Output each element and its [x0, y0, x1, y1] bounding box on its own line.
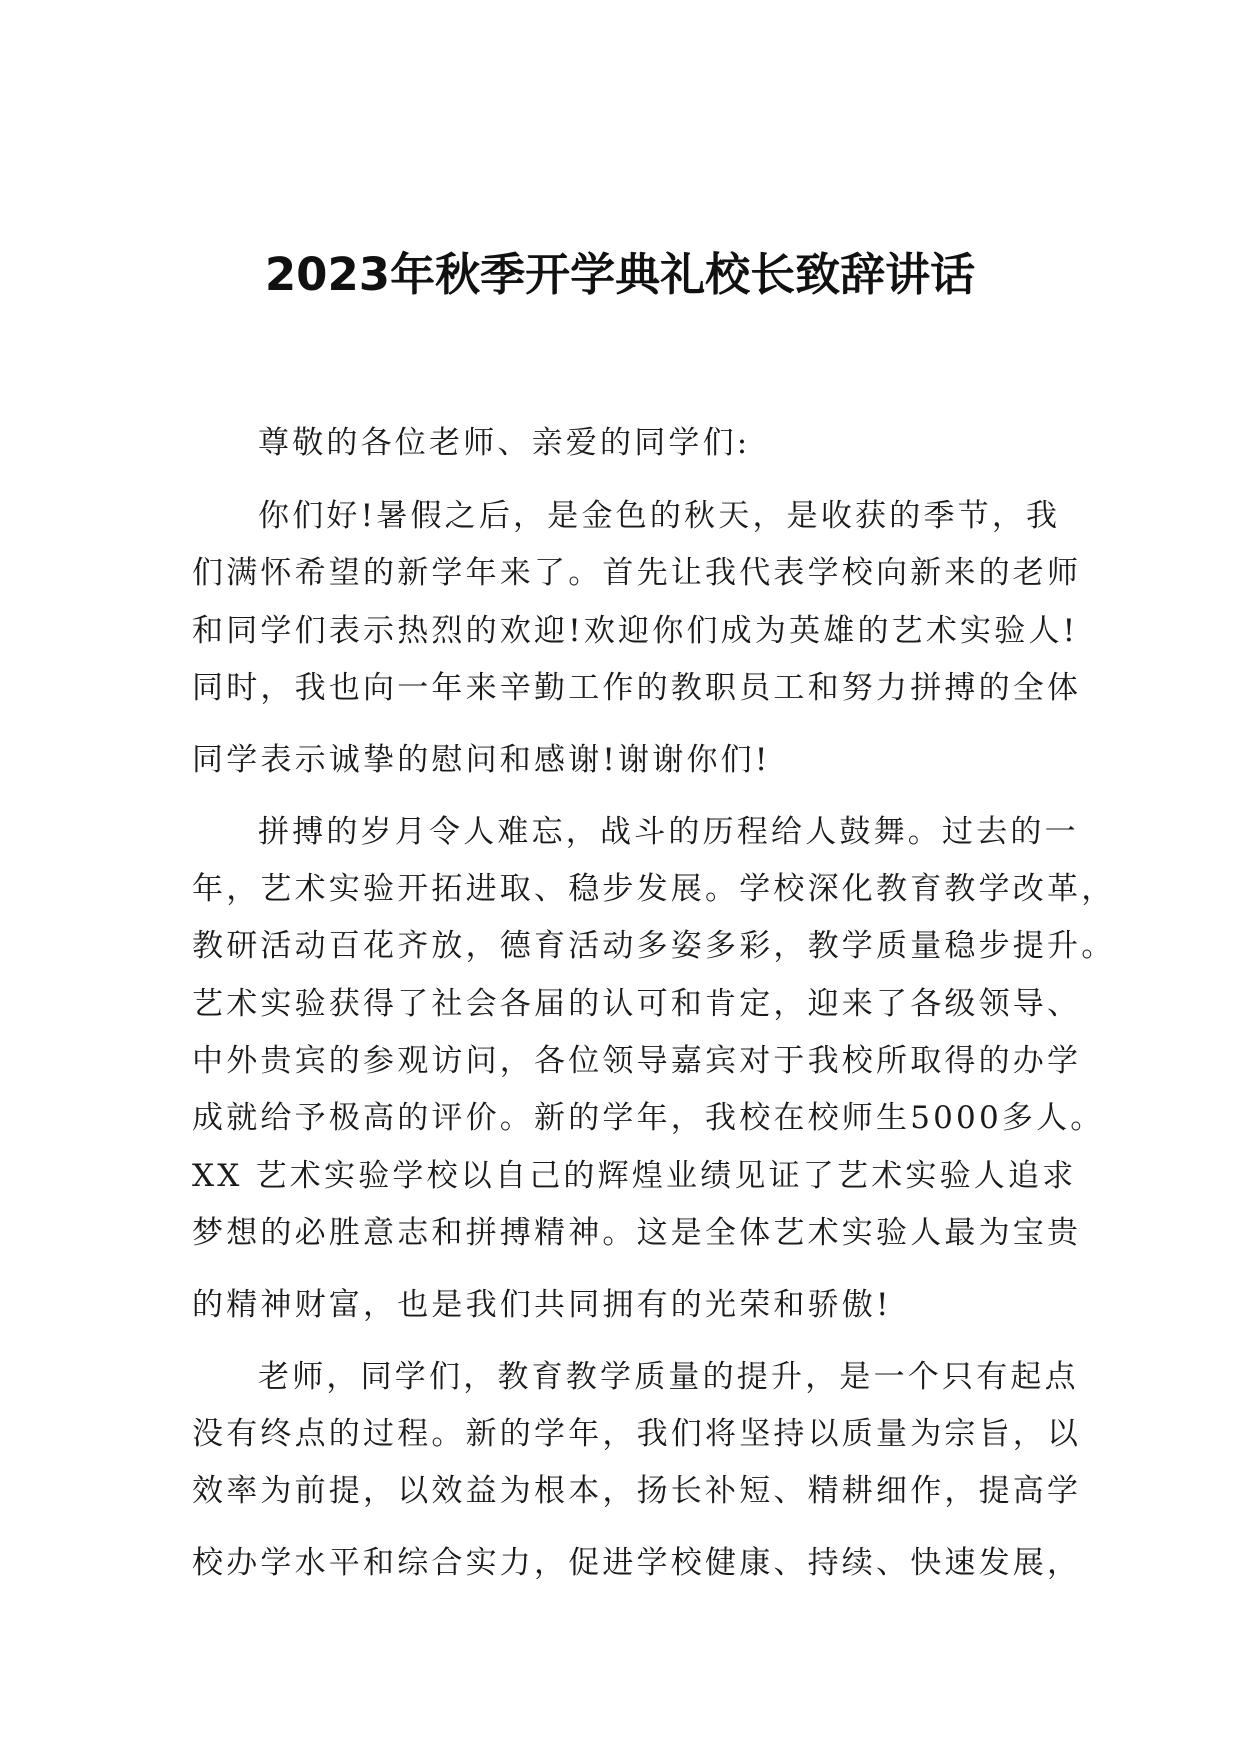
- paragraph-line: XX 艺术实验学校以自己的辉煌业绩见证了艺术实验人追求: [192, 1158, 1077, 1194]
- paragraph-line: 们满怀希望的新学年来了。首先让我代表学校向新来的老师: [192, 555, 1082, 591]
- paragraph-line: 效率为前提，以效益为根本，扬长补短、精耕细作，提高学: [192, 1473, 1082, 1509]
- salutation-line: 尊敬的各位老师、亲爱的同学们:: [258, 425, 751, 461]
- paragraph-line: 老师，同学们，教育教学质量的提升，是一个只有起点: [258, 1359, 1079, 1395]
- paragraph-line: 中外贵宾的参观访问，各位领导嘉宾对于我校所取得的办学: [192, 1043, 1082, 1079]
- paragraph-line: 成就给予极高的评价。新的学年，我校在校师生5000多人。: [192, 1100, 1105, 1136]
- paragraph-line: 同时，我也向一年来辛勤工作的教职员工和努力拼搏的全体: [192, 670, 1082, 706]
- paragraph-line: 梦想的必胜意志和拼搏精神。这是全体艺术实验人最为宝贵: [192, 1215, 1082, 1251]
- paragraph-line: 你们好!暑假之后，是金色的秋天，是收获的季节，我: [258, 498, 1061, 534]
- document-title: 2023年秋季开学典礼校长致辞讲话: [264, 248, 976, 301]
- paragraph-line: 的精神财富，也是我们共同拥有的光荣和骄傲!: [192, 1287, 892, 1323]
- paragraph-line: 校办学水平和综合实力，促进学校健康、持续、快速发展，: [192, 1545, 1082, 1581]
- paragraph-line: 艺术实验获得了社会各届的认可和肯定，迎来了各级领导、: [192, 986, 1082, 1022]
- paragraph-line: 教研活动百花齐放，德育活动多姿多彩，教学质量稳步提升。: [192, 928, 1116, 964]
- paragraph-line: 同学表示诚挚的慰问和感谢!谢谢你们!: [192, 742, 771, 778]
- paragraph-line: 没有终点的过程。新的学年，我们将坚持以质量为宗旨，以: [192, 1416, 1082, 1452]
- paragraph-line: 和同学们表示热烈的欢迎!欢迎你们成为英雄的艺术实验人!: [192, 613, 1079, 649]
- paragraph-line: 年，艺术实验开拓进取、稳步发展。学校深化教育教学改革，: [192, 871, 1116, 907]
- paragraph-line: 拼搏的岁月令人难忘，战斗的历程给人鼓舞。过去的一: [258, 814, 1079, 850]
